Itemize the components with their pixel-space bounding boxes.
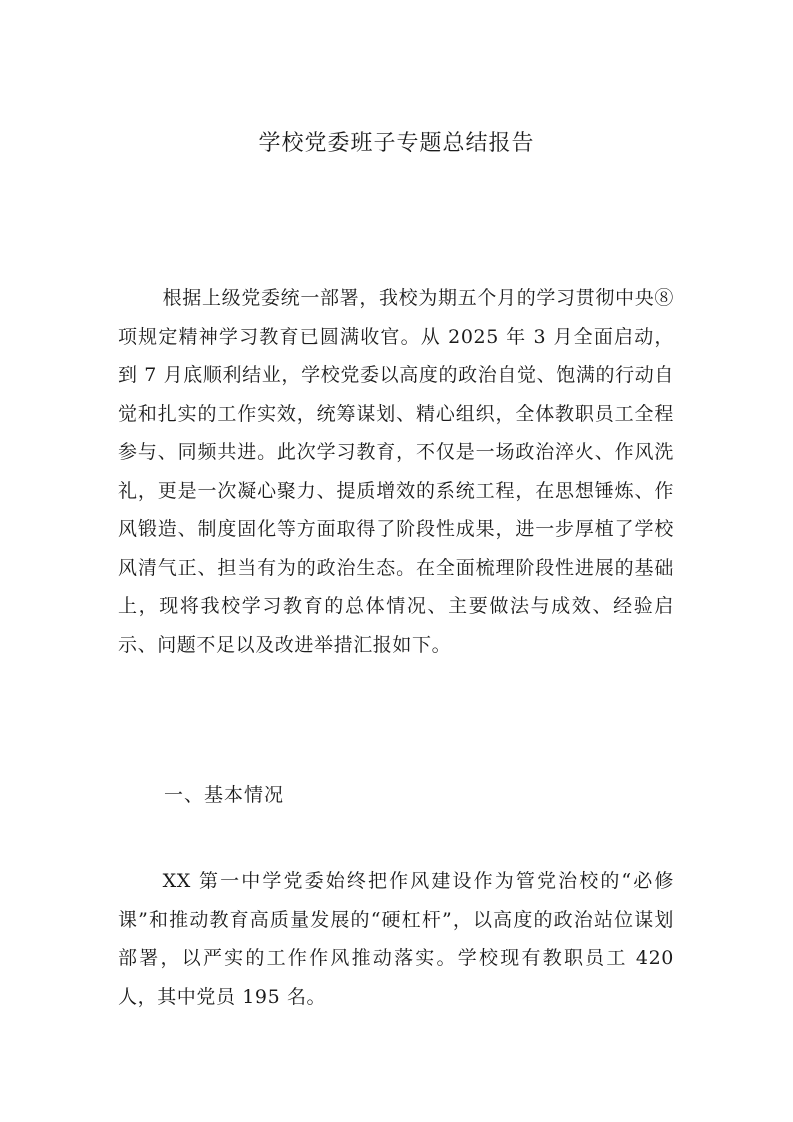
basic-situation-paragraph: XX 第一中学党委始终把作风建设作为管党治校的“必修课”和推动教育高质量发展的“硬杠杆”，以高度的政治站位谋划部署，以严实的工作作风推动落实。学校现有教职员工 420 人，其中党员 195 名。: [118, 870, 674, 1008]
intro-paragraph: 根据上级党委统一部署，我校为期五个月的学习贯彻中央⑧项规定精神学习教育已圆满收官。从 2025 年 3 月全面启动，到 7 月底顺利结业，学校党委以高度的政治自觉、饱满的行动自觉和扎实的工作实效，统筹谋划、精心组织，全体教职员工全程参与、同频共进。此次学习教育，不仅是一场政治淬火、作风洗礼，更是一次凝心聚力、提质增效的系统工程，在思想锤炼、作风锻造、制度固化等方面取得了阶段性成果，进一步厚植了学校风清气正、担当有为的政治生态。在全面梳理阶段性进展的基础上，现将我校学习教育的总体情况、主要做法与成效、经验启示、问题不足以及改进举措汇报如下。: [118, 287, 674, 656]
section-heading-basic-situation: 一、基本情况: [164, 784, 285, 806]
document-title: 学校党委班子专题总结报告: [258, 131, 535, 156]
